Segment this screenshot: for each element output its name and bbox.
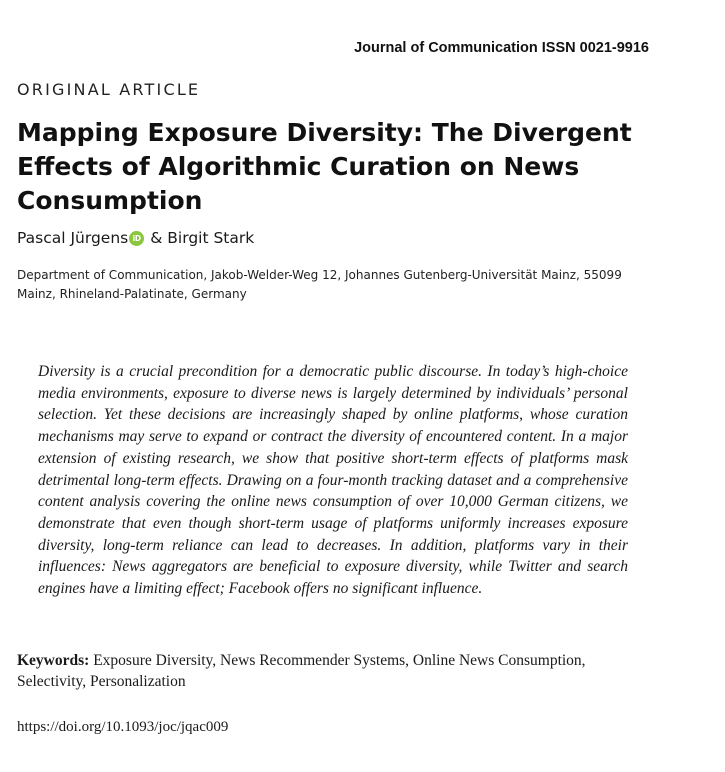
author-first[interactable]: Pascal Jürgens xyxy=(17,229,129,247)
keywords-text: Exposure Diversity, News Recommender Systems, Online News Consumption, Selectivity, Personalization xyxy=(17,652,586,690)
abstract: Diversity is a crucial precondition for a democratic public discourse. In today’s high-choice media environments, exposure to diverse news is largely determined by individuals’ personal selection. Yet these decisions are increasingly shaped by online platforms, whose curation mechanisms may serve to expand or contract the diversity of encountered content. In a major extension of existing research, we show that positive short-term effects of platforms mask detrimental long-term effects. Drawing on a four-month tracking dataset and a comprehensive content analysis covering the online news consumption of over 10,000 German citizens, we demonstrate that even though short-term usage of platforms uniformly increases exposure diversity, long-term reliance can lead to decreases. In addition, platforms vary in their influences: News aggregators are beneficial to exposure diversity, while Twitter and search engines have a limiting effect; Facebook offers no significant influence. xyxy=(38,363,628,598)
orcid-icon[interactable]: iD xyxy=(129,231,144,246)
keywords-label: Keywords: xyxy=(17,652,94,669)
author-second[interactable]: Birgit Stark xyxy=(167,229,255,247)
journal-header: Journal of Communication ISSN 0021-9916 xyxy=(354,40,649,56)
affiliation: Department of Communication, Jakob-Welder-Weg 12, Johannes Gutenberg-Universität Mainz, 55099 Mainz, Rhineland-Palatinate, Germany xyxy=(17,268,622,301)
article-title: Mapping Exposure Diversity: The Divergent Effects of Algorithmic Curation on News Consumption xyxy=(17,118,632,215)
keywords xyxy=(17,650,657,692)
section-label: ORIGINAL ARTICLE xyxy=(17,80,201,99)
author-line xyxy=(17,229,254,247)
author-separator: & xyxy=(150,229,163,247)
doi-link[interactable]: https://doi.org/10.1093/joc/jqac009 xyxy=(17,719,229,735)
